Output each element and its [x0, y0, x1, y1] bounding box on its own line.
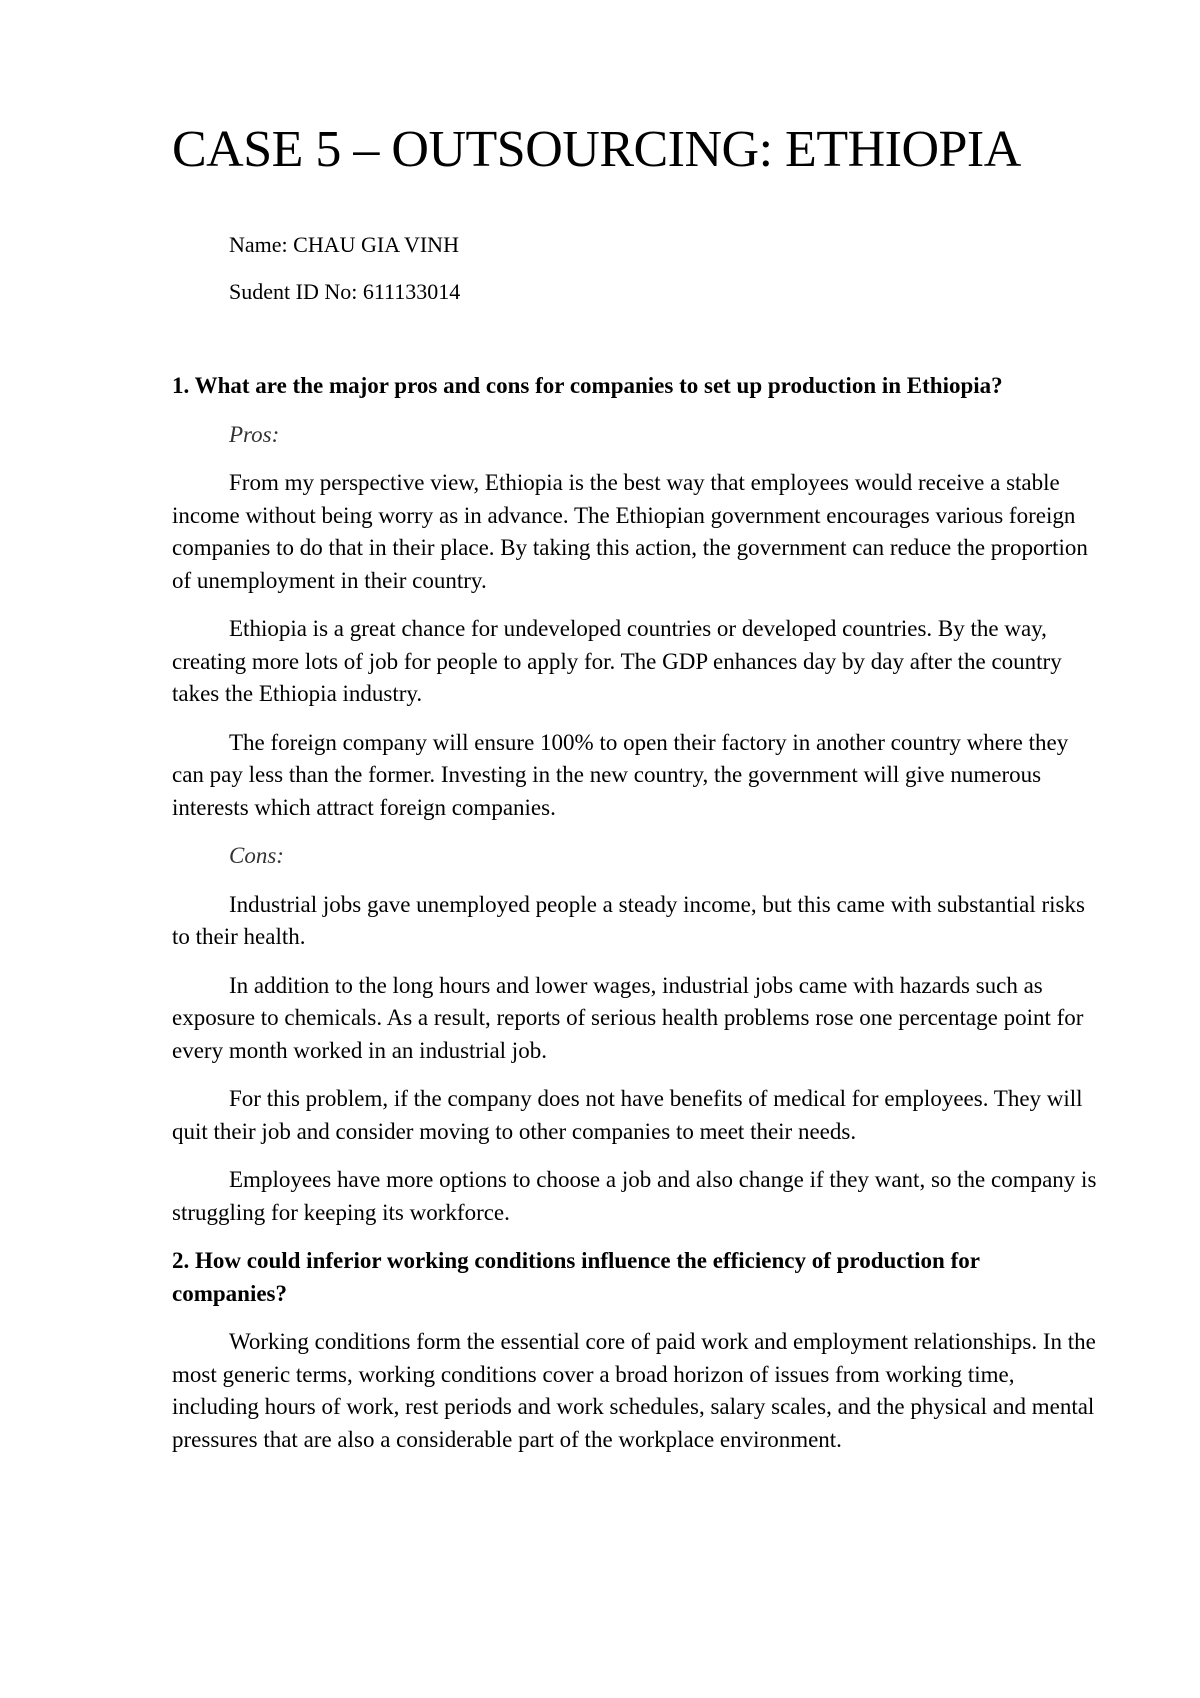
pros-label: Pros: — [229, 421, 280, 447]
q2-paragraph-1: Working conditions form the essential core of paid work and employment relationships. In the most generic terms, working conditions cover a broad horizon of issues from working time, including hours of work, rest periods and work schedules, salary scales, and the physical and mental pressures that are also a considerable part of the workplace environment. — [172, 1329, 1096, 1452]
cons-label: Cons: — [229, 843, 284, 868]
cons-paragraph-1: Industrial jobs gave unemployed people a steady income, but this came with substantial risks to their health. — [172, 891, 1085, 949]
document-body — [172, 370, 1097, 1472]
pros-paragraph-1: From my perspective view, Ethiopia is the best way that employees would receive a stable income without being worry as in advance. The Ethiopian government encourages various foreign companies to do that in their place. By taking this action, the government can reduce the proportion of unemployment in their country. — [172, 470, 1088, 593]
cons-paragraph-2: In addition to the long hours and lower wages, industrial jobs came with hazards such as exposure to chemicals. As a result, reports of serious health problems rose one percentage point for every month worked in an industrial job. — [172, 972, 1084, 1063]
question-1: 1. What are the major pros and cons for companies to set up production in Ethiopia? — [172, 373, 1003, 398]
cons-paragraph-3: For this problem, if the company does not have benefits of medical for employees. They will quit their job and consider moving to other companies to meet their needs. — [172, 1086, 1083, 1144]
cons-paragraph-4: Employees have more options to choose a job and also change if they want, so the company is struggling for keeping its workforce. — [172, 1167, 1097, 1225]
pros-paragraph-2: Ethiopia is a great chance for undeveloped countries or developed countries. By the way, creating more lots of job for people to apply for. The GDP enhances day by day after the country takes the Ethiopia industry. — [172, 616, 1062, 706]
student-id: Sudent ID No: 611133014 — [229, 279, 461, 304]
student-name: Name: CHAU GIA VINH — [229, 232, 459, 257]
document-title: CASE 5 – OUTSOURCING: ETHIOPIA — [172, 121, 1021, 178]
pros-paragraph-3: The foreign company will ensure 100% to open their factory in another country where they can pay less than the former. Investing in the new country, the government will give numerous interests which attract foreign companies. — [172, 729, 1069, 820]
question-2: 2. How could inferior working conditions influence the efficiency of production for companies? — [172, 1248, 980, 1306]
